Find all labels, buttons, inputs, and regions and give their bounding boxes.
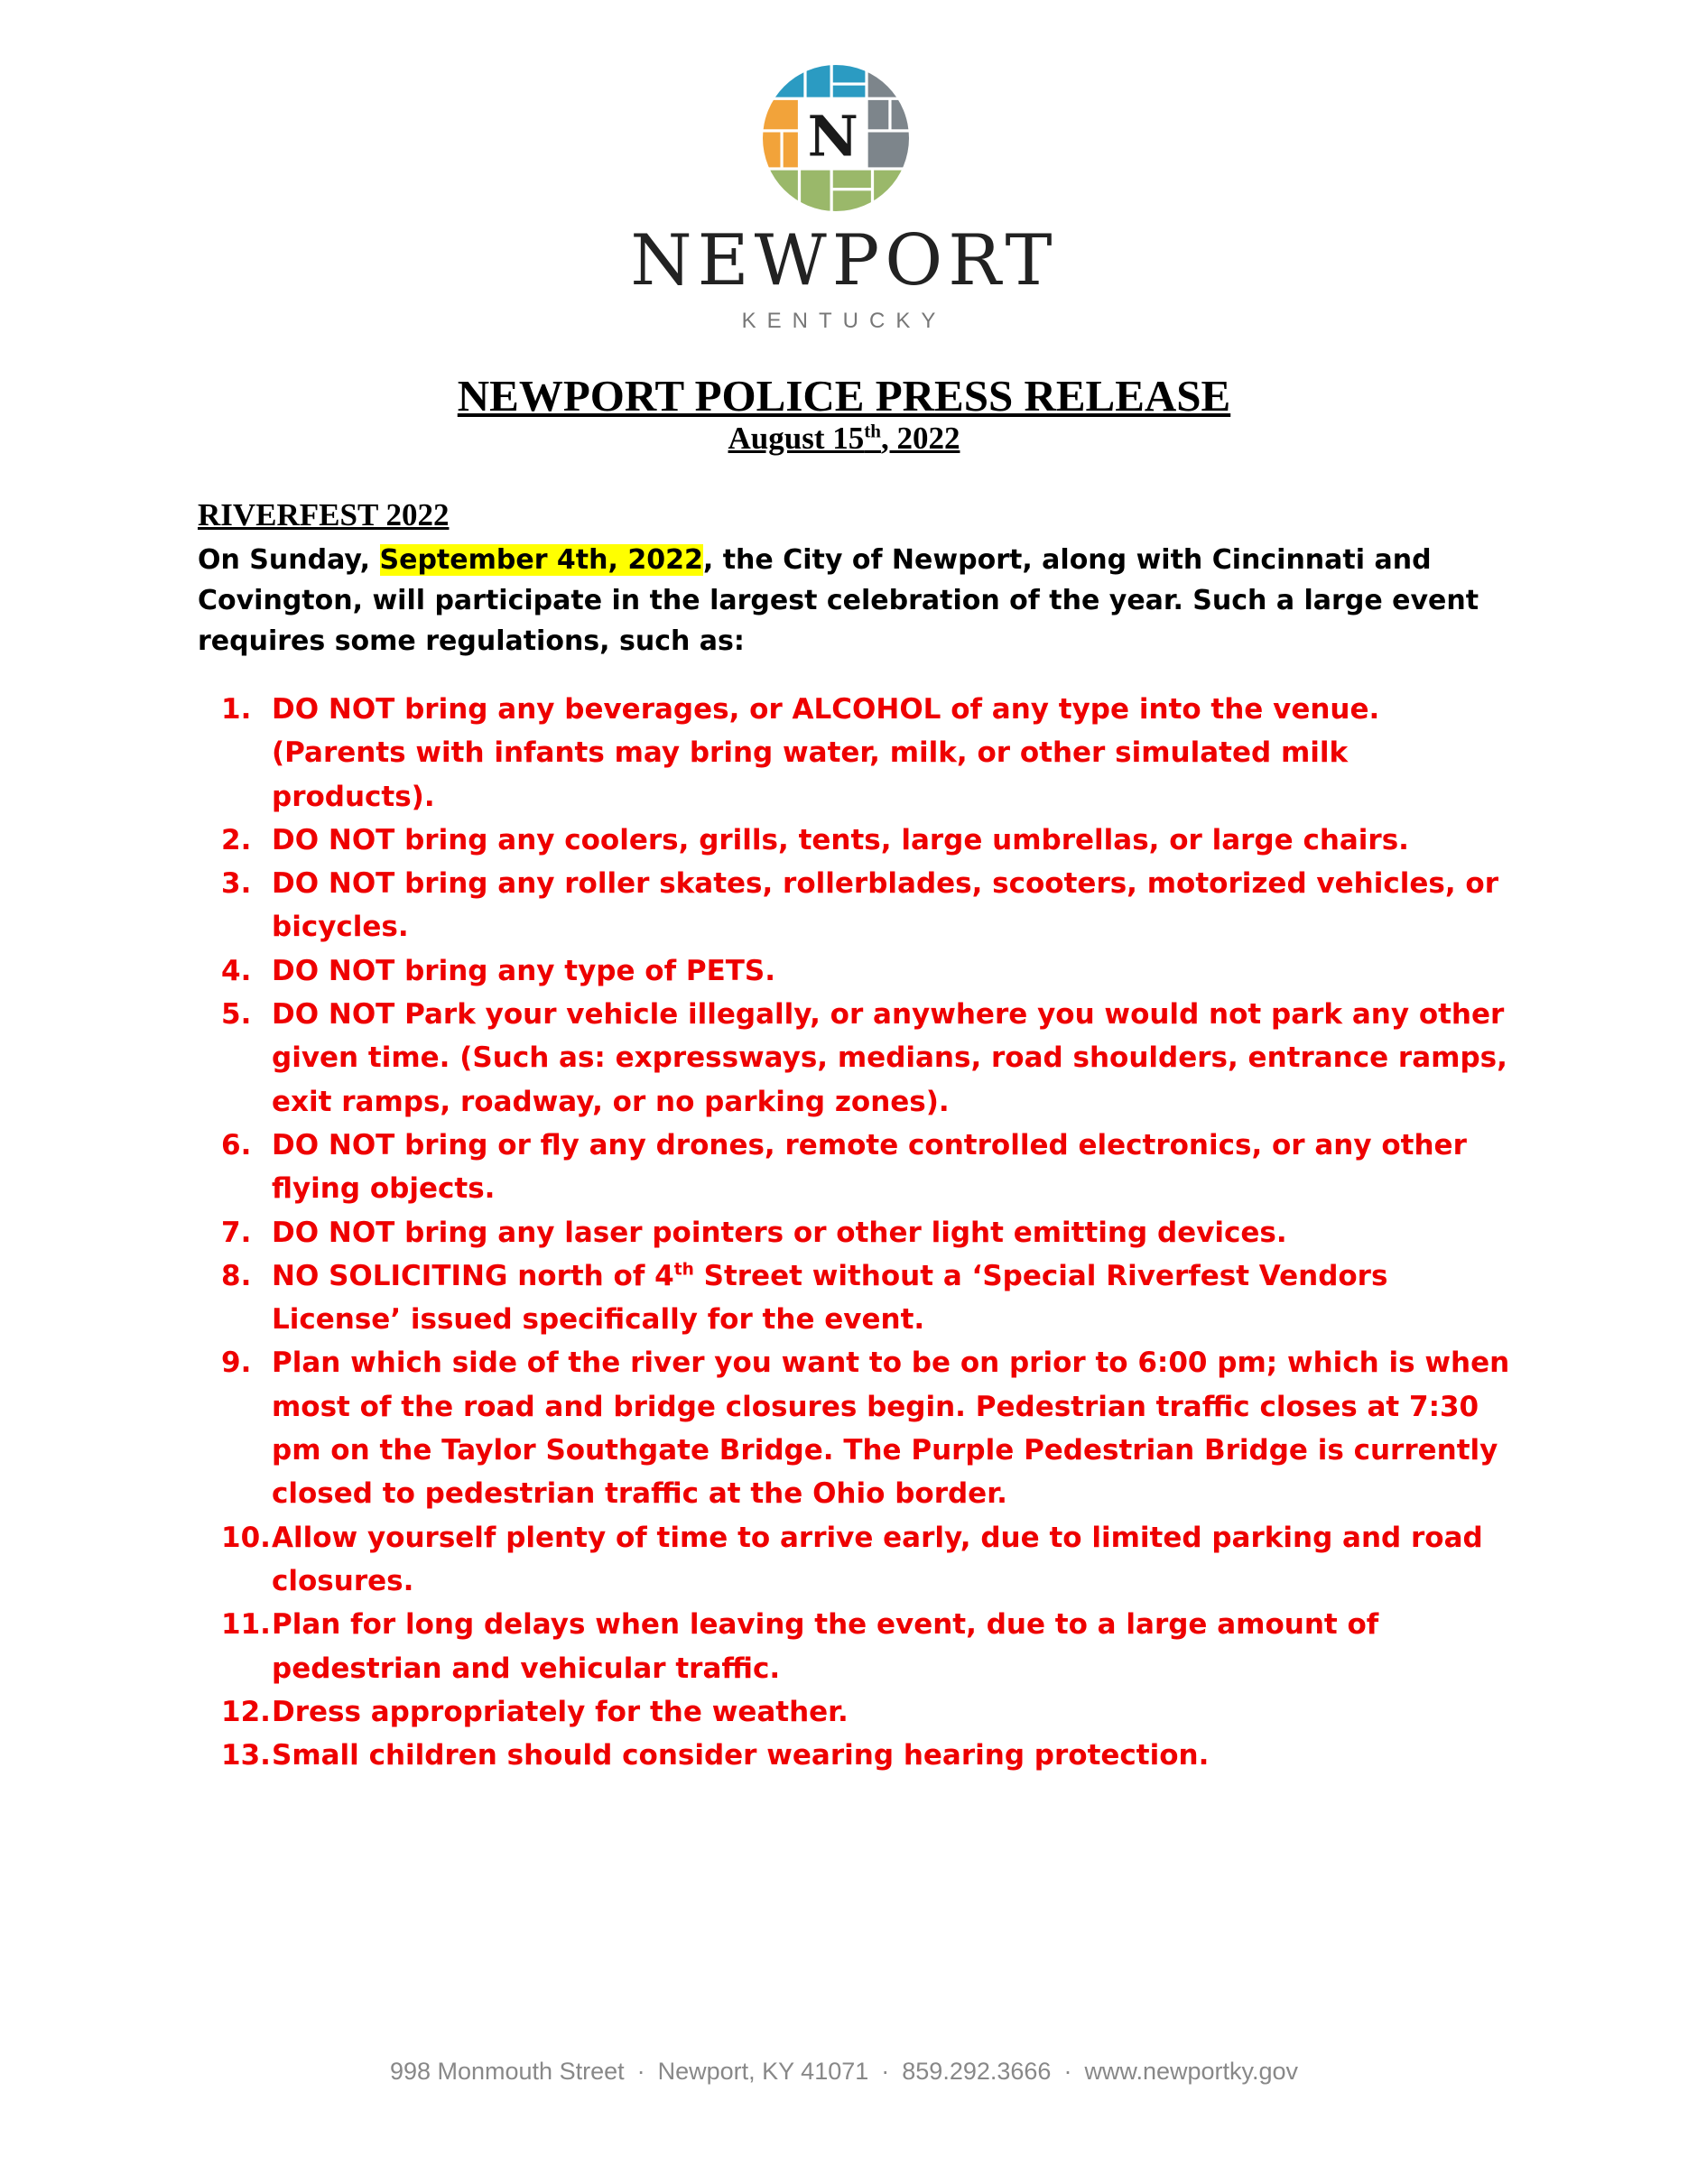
list-item: [221, 688, 1512, 819]
list-item-text: DO NOT Park your vehicle illegally, or anywhere you would not park any other given time. (Such as: expressways, medians, road shoulders, entrance ramps, exit ramps, roadway, or no parking zones).: [272, 998, 1507, 1118]
list-item-text: Street without a ‘Special Riverfest Vendors License’ issued specifically for the event.: [272, 1259, 1388, 1337]
footer-separator: ·: [881, 2058, 890, 2085]
list-item-text: DO NOT bring any coolers, grills, tents, large umbrellas, or large chairs.: [272, 823, 1409, 856]
list-item-number: 11.: [221, 1608, 271, 1642]
list-item: [221, 949, 1512, 993]
footer-separator: ·: [636, 2058, 645, 2085]
list-item-text: Allow yourself plenty of time to arrive early, due to limited parking and road closures.: [272, 1521, 1483, 1597]
list-item: [221, 1516, 1512, 1604]
intro-text-end: , the City of Newport, along with Cincinnati and Covington, will participate in the largest celebration of the year. Such a large event requires some regulations, such as:: [198, 544, 1479, 657]
regulations-list: [221, 688, 1512, 1777]
logo-letter: N: [807, 103, 858, 170]
section-heading: RIVERFEST 2022: [198, 497, 450, 532]
list-item: [221, 1690, 1512, 1734]
release-date-ordinal: th: [864, 420, 881, 442]
intro-paragraph: [198, 540, 1498, 662]
list-item-text: DO NOT bring any roller skates, rollerblades, scooters, motorized vehicles, or bicycles.: [272, 867, 1498, 944]
intro-highlighted-date: September 4th, 2022: [379, 544, 703, 576]
release-date: [0, 421, 1688, 457]
list-item-number: 9.: [221, 1346, 252, 1380]
list-item-text: Dress appropriately for the weather.: [272, 1695, 849, 1728]
footer-contact: [0, 2058, 1688, 2086]
list-item-text: Plan for long delays when leaving the event, due to a large amount of pedestrian and vehicular traffic.: [272, 1608, 1379, 1685]
list-item-number: 7.: [221, 1216, 252, 1249]
list-item-ordinal: th: [673, 1260, 694, 1280]
list-item-number: 6.: [221, 1128, 252, 1161]
list-item-text: NO SOLICITING north of 4: [272, 1259, 674, 1292]
list-item-number: 13.: [221, 1739, 271, 1772]
press-release-title: NEWPORT POLICE PRESS RELEASE: [457, 371, 1231, 421]
list-item-number: 3.: [221, 867, 252, 901]
list-item: [221, 1254, 1512, 1342]
list-item-number: 1.: [221, 693, 252, 726]
intro-text-start: On Sunday,: [198, 544, 380, 576]
list-item-number: 4.: [221, 954, 252, 987]
list-item: [221, 1341, 1512, 1515]
footer-separator: ·: [1063, 2058, 1072, 2085]
list-item-text: Plan which side of the river you want to be on prior to 6:00 pm; which is when most of the road and bridge closures begin. Pedestrian traffic closes at 7:30 pm on the Taylor Southgate Bridge. The Purple Pedestrian Bridge is currently closed to pedestrian traffic at the Ohio border.: [272, 1346, 1510, 1511]
list-item: [221, 819, 1512, 862]
list-item: [221, 1734, 1512, 1777]
list-item-number: 10.: [221, 1521, 271, 1554]
footer-website-link[interactable]: www.newportky.gov: [1084, 2058, 1299, 2085]
release-date-day: August 15: [728, 421, 865, 456]
list-item-text: Small children should consider wearing hearing protection.: [272, 1739, 1210, 1772]
list-item: [221, 862, 1512, 949]
footer-city: Newport, KY 41071: [657, 2058, 869, 2085]
list-item: [221, 1124, 1512, 1211]
footer-phone: 859.292.3666: [902, 2058, 1052, 2085]
list-item-text: DO NOT bring any laser pointers or other light emitting devices.: [272, 1216, 1287, 1249]
list-item-text: DO NOT bring any type of PETS.: [272, 954, 776, 987]
release-date-year: , 2022: [880, 421, 960, 456]
list-item-number: 2.: [221, 823, 252, 856]
brand-subtitle: KENTUCKY: [741, 309, 947, 333]
brand-name: NEWPORT: [630, 220, 1058, 301]
list-item-number: 5.: [221, 998, 252, 1032]
footer-address: 998 Monmouth Street: [389, 2058, 625, 2085]
list-item: [221, 993, 1512, 1124]
list-item-text: DO NOT bring any beverages, or ALCOHOL of any type into the venue. (Parents with infants may bring water, milk, or other simulated milk products).: [272, 693, 1380, 813]
list-item-number: 12.: [221, 1695, 271, 1728]
list-item-text: DO NOT bring or fly any drones, remote controlled electronics, or any other flying objects.: [272, 1128, 1467, 1206]
list-item-number: 8.: [221, 1259, 252, 1292]
list-item: [221, 1603, 1512, 1690]
list-item: [221, 1211, 1512, 1254]
newport-logo-icon: [763, 65, 909, 211]
